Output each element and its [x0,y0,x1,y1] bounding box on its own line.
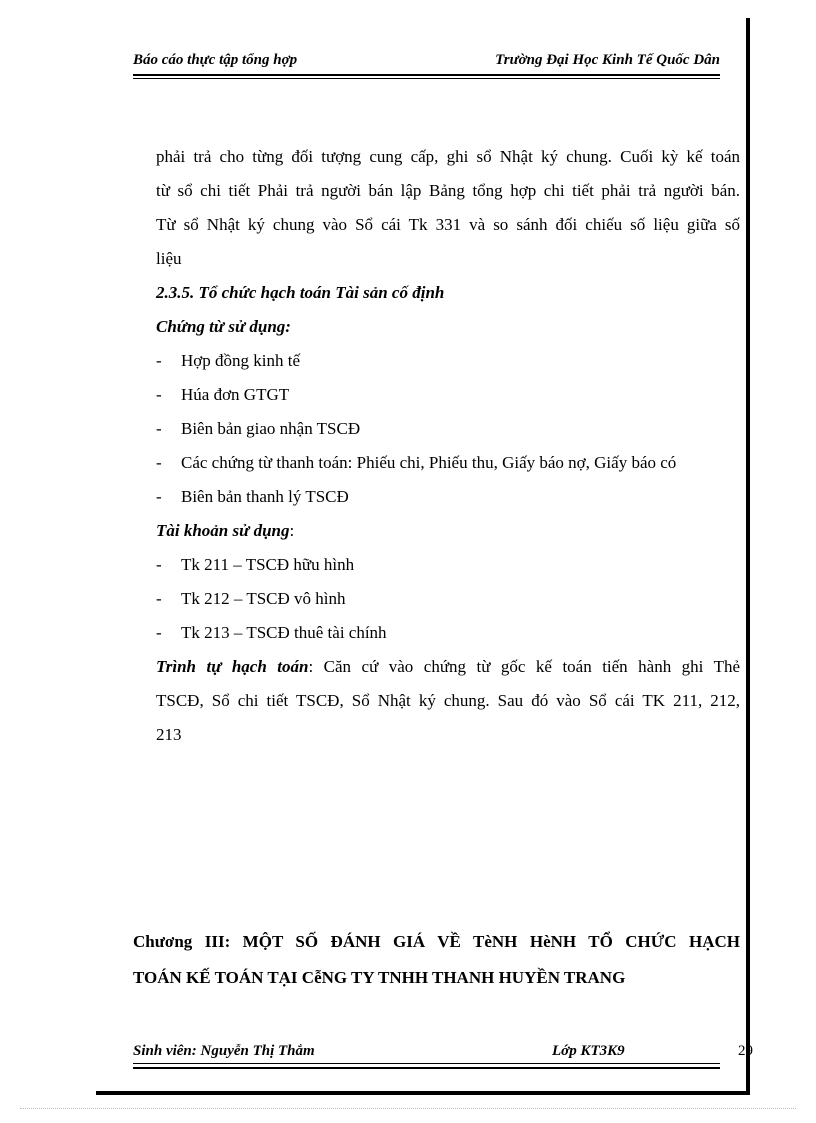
footer-class: Lớp KT3K9 [552,1043,625,1059]
page-body [156,140,740,752]
chapter-line-1: Chương III: MỘT SỐ ĐÁNH GIÁ VỀ TèNH HèNH TỔ CHỨC HẠCH [133,932,740,951]
document-item: Húa đơn GTGT [181,385,290,404]
chapter-heading [133,924,740,996]
list-item [156,582,740,616]
document-item: Biên bản giao nhận TSCĐ [181,419,361,438]
list-item [156,412,740,446]
list-item [156,480,740,514]
intro-line-4: liệu [156,249,182,268]
header-rule-thin [133,78,720,79]
procedure-line-3: 213 [156,725,182,744]
accounts-heading [156,514,740,548]
footer-rule [133,1067,720,1069]
procedure-line-2: TSCĐ, Sổ chi tiết TSCĐ, Sổ Nhật ký chung. Sau đó vào Sổ cái TK 211, 212, [156,691,740,710]
bullet-dash: - [156,453,162,472]
accounts-label: Tài khoản sử dụng [156,521,290,540]
footer-student: Sinh viên: Nguyễn Thị Thắm [133,1043,315,1059]
procedure-line-1 [156,650,740,684]
intro-line-3: Từ sổ Nhật ký chung vào Sổ cái Tk 331 và so sánh đối chiếu số liệu giữa số [156,215,740,234]
section-heading: 2.3.5. Tổ chức hạch toán Tài sản cố định [156,283,445,302]
bullet-dash: - [156,385,162,404]
bullet-dash: - [156,351,162,370]
chapter-line-2: TOÁN KẾ TOÁN TẠI CễNG TY TNHH THANH HUYỀN TRANG [133,968,626,987]
running-header [133,52,720,69]
header-report-title: Báo cáo thực tập tổng hợp [133,52,298,68]
document-item: Biên bản thanh lý TSCĐ [181,487,349,506]
accounts-colon: : [289,521,295,540]
bullet-dash: - [156,555,162,574]
list-item [156,378,740,412]
account-item: Tk 211 – TSCĐ hữu hình [181,555,355,574]
intro-line-2: từ sổ chi tiết Phải trả người bán lập Bảng tổng hợp chi tiết phải trả người bán. [156,181,740,200]
footer-rule-thin [133,1063,720,1064]
list-item [156,446,740,480]
list-item [156,344,740,378]
document-item: Hợp đồng kinh tế [181,351,301,370]
procedure-text: : Căn cứ vào chứng từ gốc kế toán tiến hành ghi Thẻ [308,657,740,676]
document-item: Các chứng từ thanh toán: Phiếu chi, Phiếu thu, Giấy báo nợ, Giấy báo có [181,453,677,472]
page-break-line [20,1108,796,1109]
procedure-label: Trình tự hạch toán [156,657,309,676]
header-university: Trường Đại Học Kinh Tế Quốc Dân [495,52,720,68]
intro-line-1: phải trả cho từng đối tượng cung cấp, ghi sổ Nhật ký chung. Cuối kỳ kế toán [156,147,740,166]
bullet-dash: - [156,487,162,506]
documents-label: Chứng từ sử dụng: [156,317,291,336]
account-item: Tk 213 – TSCĐ thuê tài chính [181,623,387,642]
list-item [156,548,740,582]
list-item [156,616,740,650]
account-item: Tk 212 – TSCĐ vô hình [181,589,346,608]
bullet-dash: - [156,589,162,608]
page-number: 29 [738,1043,753,1059]
header-rule [133,74,720,76]
bullet-dash: - [156,623,162,642]
bullet-dash: - [156,419,162,438]
